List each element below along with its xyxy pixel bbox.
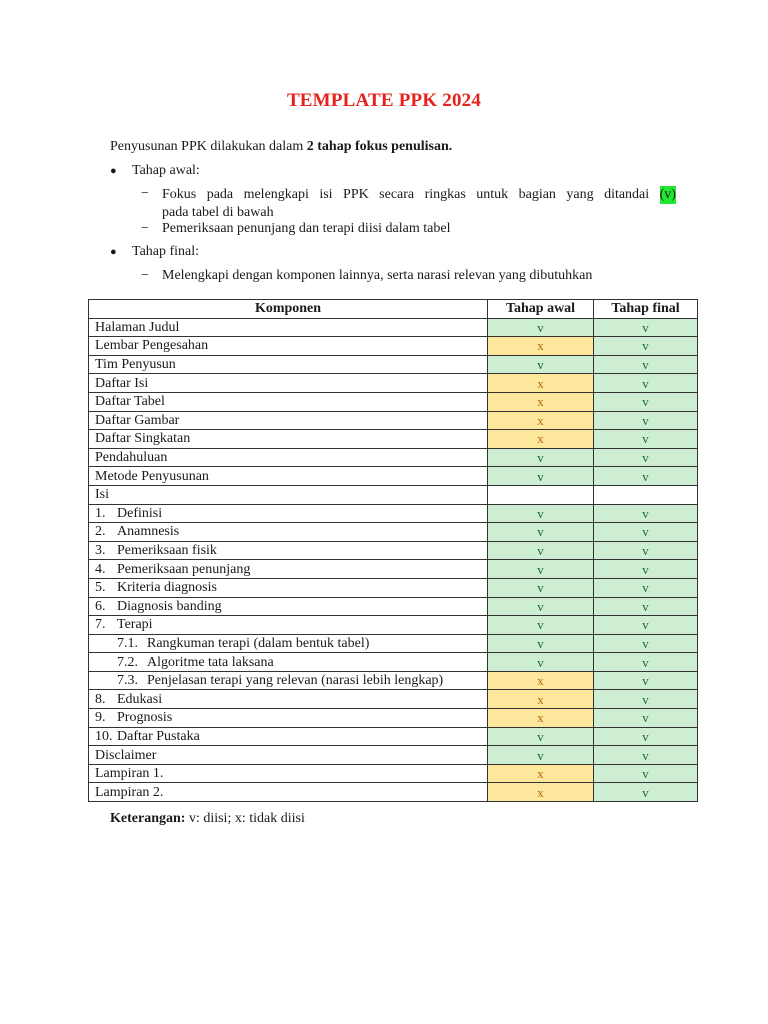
tahap-awal-cell: v: [488, 504, 594, 523]
komponen-cell: [89, 634, 488, 653]
highlighted-mark: (v): [659, 187, 676, 202]
tahap-awal-cell: v: [488, 467, 594, 486]
tahap-awal-cell: v: [488, 448, 594, 467]
tahap-awal-cell: v: [488, 560, 594, 579]
tahap-awal-cell: v: [488, 355, 594, 374]
item-label: Penjelasan terapi yang relevan (narasi lebih lengkap): [147, 673, 444, 689]
komponen-cell: [89, 560, 488, 579]
tahap-final-cell: v: [594, 560, 698, 579]
item-label: Pemeriksaan penunjang: [117, 561, 251, 577]
table-row: [89, 764, 698, 783]
tahap-final-cell: v: [594, 523, 698, 542]
tahap-awal-cell: v: [488, 653, 594, 672]
table-row: [89, 504, 698, 523]
table-row: [89, 671, 698, 690]
tahap-awal-cell: x: [488, 392, 594, 411]
komponen-cell: [89, 337, 488, 356]
tahap-final-cell: v: [594, 616, 698, 635]
item-number: 6.: [95, 598, 106, 614]
item-number: 7.1.: [117, 635, 138, 651]
tahap-awal-cell: x: [488, 783, 594, 802]
dash-icon: −: [141, 186, 149, 201]
dash-icon: −: [141, 221, 149, 236]
tahap-awal-cell: x: [488, 430, 594, 449]
tahap-final-cell: v: [594, 467, 698, 486]
komponen-cell: [89, 392, 488, 411]
item-number: 7.3.: [117, 673, 138, 689]
table-row: [89, 597, 698, 616]
header-komponen: Komponen: [89, 300, 488, 319]
item-label: Tim Penyusun: [95, 357, 176, 373]
komponen-table: [88, 299, 698, 802]
table-row: [89, 411, 698, 430]
tahap-awal-cell: v: [488, 541, 594, 560]
subitem-text: Pemeriksaan penunjang dan terapi diisi dalam tabel: [162, 221, 451, 236]
komponen-cell: [89, 485, 488, 504]
item-label: Daftar Gambar: [95, 412, 180, 428]
komponen-cell: [89, 653, 488, 672]
komponen-cell: [89, 746, 488, 765]
komponen-cell: [89, 764, 488, 783]
word: ditandai: [604, 187, 650, 202]
tahap-final-cell: v: [594, 392, 698, 411]
tahap-final-cell: v: [594, 690, 698, 709]
tahap-awal-cell: v: [488, 727, 594, 746]
item-label: Edukasi: [117, 691, 163, 707]
word: ringkas: [424, 187, 466, 202]
item-label: Lampiran 2.: [95, 784, 164, 800]
komponen-cell: [89, 597, 488, 616]
table-row: [89, 746, 698, 765]
tahap-final-cell: v: [594, 374, 698, 393]
komponen-cell: [89, 430, 488, 449]
tahap-final-cell: v: [594, 671, 698, 690]
item-number: 5.: [95, 580, 106, 596]
word: PPK: [343, 187, 369, 202]
table-row: [89, 318, 698, 337]
subitem-line-1: [162, 186, 676, 204]
item-number: 9.: [95, 710, 106, 726]
keterangan-note: [110, 811, 305, 827]
tahap-final-cell: v: [594, 783, 698, 802]
item-label: Disclaimer: [95, 747, 157, 763]
tahap-final-cell: v: [594, 597, 698, 616]
tahap-awal-cell: x: [488, 690, 594, 709]
header-tahap-awal: Tahap awal: [488, 300, 594, 319]
tahap-awal-cell: x: [488, 764, 594, 783]
item-label: Metode Penyusunan: [95, 468, 209, 484]
table-row: [89, 783, 698, 802]
item-number: 4.: [95, 561, 106, 577]
table-row: [89, 560, 698, 579]
tahap-awal-cell: v: [488, 597, 594, 616]
item-label: Daftar Tabel: [95, 394, 165, 410]
item-label: Rangkuman terapi (dalam bentuk tabel): [147, 635, 370, 651]
item-number: 7.: [95, 617, 106, 633]
item-label: Algoritme tata laksana: [147, 654, 274, 670]
intro-text: Penyusunan PPK dilakukan dalam: [110, 139, 307, 154]
item-label: Pendahuluan: [95, 450, 168, 466]
item-label: Daftar Pustaka: [117, 728, 200, 744]
table-row: [89, 485, 698, 504]
komponen-cell: [89, 467, 488, 486]
tahap-final-cell: v: [594, 746, 698, 765]
tahap-awal-cell: v: [488, 746, 594, 765]
dash-icon: −: [141, 268, 149, 283]
tahap-awal-cell: x: [488, 374, 594, 393]
komponen-cell: [89, 448, 488, 467]
word: Fokus: [162, 187, 197, 202]
tahap-final-cell: v: [594, 448, 698, 467]
table-row: [89, 355, 698, 374]
komponen-cell: [89, 318, 488, 337]
tahap-final-cell: [594, 485, 698, 504]
bullet-tahap-final: [110, 244, 199, 260]
tahap-final-cell: v: [594, 709, 698, 728]
item-label: Definisi: [117, 505, 163, 521]
tahap-awal-cell: v: [488, 616, 594, 635]
bullet-tahap-awal: [110, 163, 200, 179]
header-tahap-final: Tahap final: [594, 300, 698, 319]
tahap-final-cell: v: [594, 727, 698, 746]
item-label: Lampiran 1.: [95, 766, 164, 782]
item-label: Prognosis: [117, 710, 173, 726]
table-row: [89, 541, 698, 560]
subitem-text: [162, 186, 676, 222]
tahap-final-cell: v: [594, 634, 698, 653]
item-label: Terapi: [117, 617, 153, 633]
tahap-awal-cell: x: [488, 671, 594, 690]
tahap-final-cell: v: [594, 653, 698, 672]
word: melengkapi: [243, 187, 309, 202]
komponen-cell: [89, 374, 488, 393]
komponen-cell: [89, 355, 488, 374]
tahap-final-cell: v: [594, 504, 698, 523]
item-label: Pemeriksaan fisik: [117, 543, 217, 559]
table-row: [89, 467, 698, 486]
tahap-final-cell: v: [594, 318, 698, 337]
subitem-line-2: pada tabel di bawah: [162, 205, 274, 220]
table-header-row: [89, 300, 698, 319]
tahap-awal-cell: v: [488, 318, 594, 337]
tahap-final-cell: v: [594, 355, 698, 374]
table-row: [89, 392, 698, 411]
table-row: [89, 727, 698, 746]
table-row: [89, 653, 698, 672]
tahap-final-cell: v: [594, 411, 698, 430]
tahap-awal-cell: x: [488, 709, 594, 728]
komponen-cell: [89, 523, 488, 542]
tahap-final-cell: v: [594, 541, 698, 560]
komponen-cell: [89, 727, 488, 746]
word: isi: [319, 187, 333, 202]
document-title: TEMPLATE PPK 2024: [286, 90, 482, 111]
tahap-awal-cell: v: [488, 634, 594, 653]
komponen-cell: [89, 504, 488, 523]
bullet-dot-icon: ●: [110, 246, 117, 258]
table-row: [89, 709, 698, 728]
subitem-text: Melengkapi dengan komponen lainnya, serta narasi relevan yang dibutuhkan: [162, 268, 593, 283]
tahap-awal-cell: [488, 485, 594, 504]
table-row: [89, 523, 698, 542]
intro-paragraph: [110, 139, 452, 155]
keterangan-label: Keterangan:: [110, 811, 186, 826]
komponen-cell: [89, 616, 488, 635]
item-label: Anamnesis: [117, 524, 180, 540]
komponen-cell: [89, 578, 488, 597]
table-row: [89, 337, 698, 356]
komponen-cell: [89, 411, 488, 430]
item-label: Halaman Judul: [95, 319, 180, 335]
tahap-final-cell: v: [594, 578, 698, 597]
tahap-final-cell: v: [594, 337, 698, 356]
bullet-dot-icon: ●: [110, 165, 117, 177]
word: pada: [206, 187, 234, 202]
intro-bold-text: 2 tahap fokus penulisan.: [306, 139, 453, 154]
komponen-cell: [89, 690, 488, 709]
komponen-cell: [89, 541, 488, 560]
table-row: [89, 430, 698, 449]
word: bagian: [518, 187, 556, 202]
item-number: 2.: [95, 524, 106, 540]
komponen-cell: [89, 709, 488, 728]
keterangan-text: v: diisi; x: tidak diisi: [185, 811, 305, 826]
komponen-cell: [89, 783, 488, 802]
word: untuk: [476, 187, 509, 202]
bullet-label: Tahap awal:: [132, 163, 200, 178]
table-row: [89, 690, 698, 709]
table-row: [89, 448, 698, 467]
item-label: Kriteria diagnosis: [117, 580, 217, 596]
word: yang: [566, 187, 594, 202]
tahap-awal-cell: v: [488, 578, 594, 597]
tahap-final-cell: v: [594, 430, 698, 449]
bullet-label: Tahap final:: [132, 244, 200, 259]
table-row: [89, 616, 698, 635]
item-number: 1.: [95, 505, 106, 521]
table-row: [89, 374, 698, 393]
tahap-awal-cell: x: [488, 411, 594, 430]
table-row: [89, 578, 698, 597]
item-number: 8.: [95, 691, 106, 707]
table-row: [89, 634, 698, 653]
item-label: Lembar Pengesahan: [95, 338, 209, 354]
komponen-cell: [89, 671, 488, 690]
item-label: Isi: [95, 487, 109, 503]
item-label: Daftar Isi: [95, 375, 149, 391]
item-number: 7.2.: [117, 654, 138, 670]
subitem-fokus: [141, 186, 681, 226]
tahap-awal-cell: x: [488, 337, 594, 356]
item-number: 10.: [95, 728, 113, 744]
tahap-final-cell: v: [594, 764, 698, 783]
word: secara: [379, 187, 415, 202]
item-label: Daftar Singkatan: [95, 431, 191, 447]
item-label: Diagnosis banding: [117, 598, 222, 614]
item-number: 3.: [95, 543, 106, 559]
tahap-awal-cell: v: [488, 523, 594, 542]
